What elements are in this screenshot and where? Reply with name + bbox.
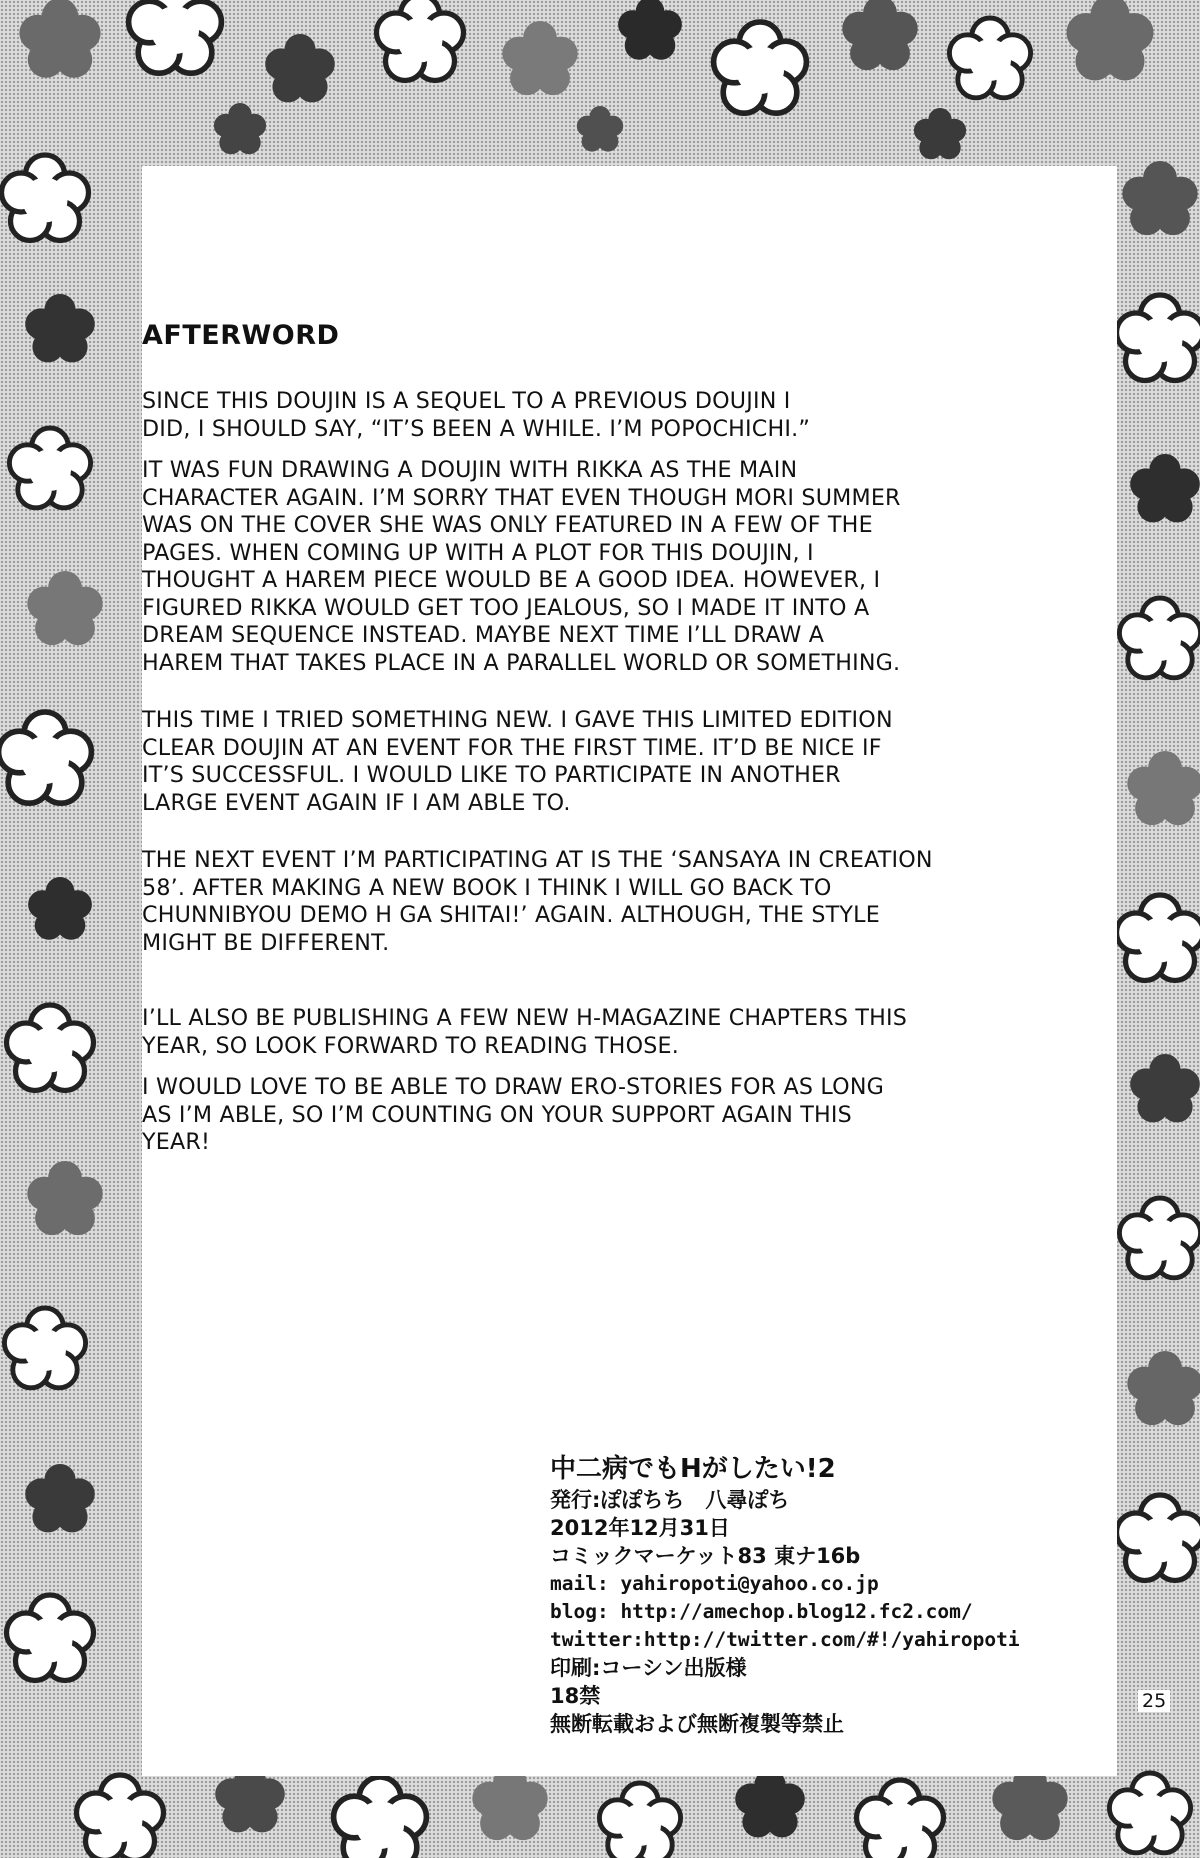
afterword-paragraph-5: I’LL ALSO BE PUBLISHING A FEW NEW H-MAGAZINE CHAPTERS THIS YEAR, SO LOOK FORWARD TO READING THOSE. — [142, 1005, 908, 1059]
afterword-paragraph-4: THE NEXT EVENT I’M PARTICIPATING AT IS THE ‘SANSAYA IN CREATION 58’. AFTER MAKING A NEW BOOK I THINK I WILL GO BACK TO CHUNNIBYOU DEMO H GA SHITAI!’ AGAIN. ALTHOUGH, THE STYLE MIGHT BE DIFFERENT. — [142, 847, 933, 956]
afterword-paragraph-6: I WOULD LOVE TO BE ABLE TO DRAW ERO-STORIES FOR AS LONG AS I’M ABLE, SO I’M COUNTING ON YOUR SUPPORT AGAIN THIS YEAR! — [142, 1074, 885, 1155]
afterword-paragraph-1: SINCE THIS DOUJIN IS A SEQUEL TO A PREVIOUS DOUJIN I DID, I SHOULD SAY, “IT’S BEEN A WHILE. I’M POPOCHICHI.” — [142, 388, 811, 442]
colophon-mail: mail: yahiropoti@yahoo.co.jp — [550, 1572, 879, 1595]
colophon-twitter: twitter:http://twitter.com/#!/yahiropoti — [550, 1628, 1020, 1651]
colophon-date: 2012年12月31日 — [550, 1516, 730, 1540]
page-number: 25 — [1138, 1690, 1170, 1712]
colophon-event: コミックマーケット83 東ナ16b — [550, 1544, 861, 1568]
colophon-notice: 無断転載および無断複製等禁止 — [550, 1712, 844, 1736]
colophon-printer: 印刷:コーシン出版様 — [550, 1656, 747, 1680]
colophon-publisher: 発行:ぽぽちち 八尋ぽち — [550, 1488, 790, 1512]
afterword-paragraph-3: THIS TIME I TRIED SOMETHING NEW. I GAVE THIS LIMITED EDITION CLEAR DOUJIN AT AN EVENT FOR THE FIRST TIME. IT’D BE NICE IF IT’S SUCCESSFUL. I WOULD LIKE TO PARTICIPATE IN ANOTHER LARGE EVENT AGAIN IF I AM ABLE TO. — [142, 707, 893, 816]
colophon-title: 中二病でもHがしたい!2 — [550, 1454, 836, 1484]
afterword-panel — [142, 166, 1117, 1776]
colophon-blog: blog: http://amechop.blog12.fc2.com/ — [550, 1600, 973, 1623]
afterword-heading: AFTERWORD — [142, 320, 340, 351]
colophon-rating: 18禁 — [550, 1684, 601, 1708]
colophon — [550, 1452, 1070, 1738]
afterword-paragraph-2: IT WAS FUN DRAWING A DOUJIN WITH RIKKA AS THE MAIN CHARACTER AGAIN. I’M SORRY THAT EVEN THOUGH MORI SUMMER WAS ON THE COVER SHE WAS ONLY FEATURED IN A FEW OF THE PAGES. WHEN COMING UP WITH A PLOT FOR THIS DOUJIN, I THOUGHT A HAREM PIECE WOULD BE A GOOD IDEA. HOWEVER, I FIGURED RIKKA WOULD GET TOO JEALOUS, SO I MADE IT INTO A DREAM SEQUENCE INSTEAD. MAYBE NEXT TIME I’LL DRAW A HAREM THAT TAKES PLACE IN A PARALLEL WORLD OR SOMETHING. — [142, 457, 901, 676]
afterword-body — [142, 388, 1117, 1157]
